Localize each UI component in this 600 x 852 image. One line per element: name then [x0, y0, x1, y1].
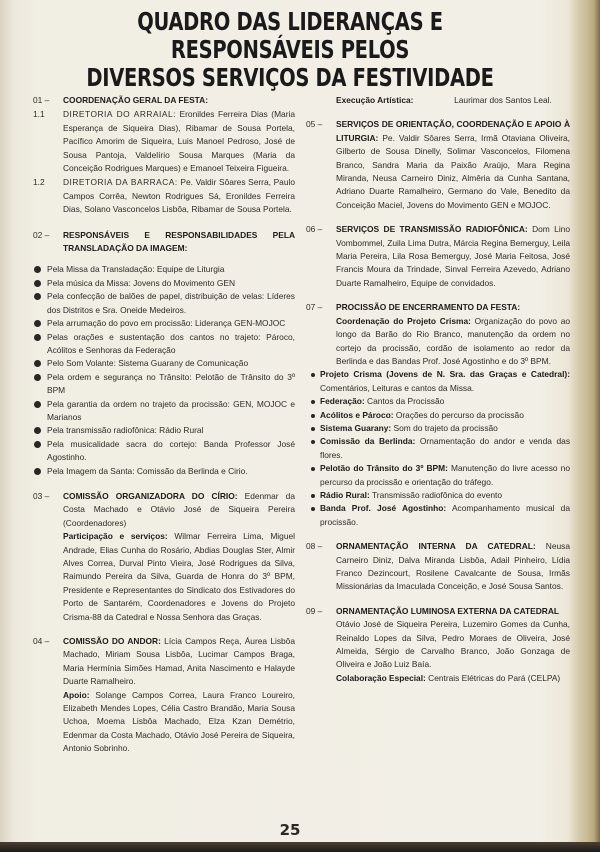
bullet-text: Pela ordem e segurança no Trânsito: Pelotão de Trânsito do 3º BPM — [47, 371, 295, 396]
bullet-item — [33, 371, 295, 398]
page-edge-shadow — [0, 842, 600, 852]
section-heading: COORDENAÇÃO GERAL DA FESTA: — [63, 95, 209, 105]
bullet-icon — [34, 360, 41, 367]
bullet-item — [33, 317, 295, 330]
section-text: Lícia Campos Reça, Áurea Lisbôa Machado, Miriam Sousa Lisbôa, Lucimar Campos Braga, Maria Hermínia Simões Hamad, Anita Nascimento e Halayde Duarte Ramalheiro. — [63, 636, 295, 687]
bullet-icon — [34, 468, 41, 475]
bullet-icon — [311, 440, 315, 444]
section-text: Edenmar da Costa Machado e Otávio José de Siqueira Pereira (Coordenadores) — [63, 490, 295, 528]
bullet-item — [310, 462, 570, 489]
bullet-text: Manutenção do livre acesso no percurso da procissão e orientação do tráfego. — [320, 463, 571, 487]
section-02 — [33, 229, 295, 478]
section-heading: ORNAMENTAÇÃO LUMINOSA EXTERNA DA CATEDRAL — [336, 605, 560, 616]
section-text: Laurimar dos Santos Leal. — [454, 95, 552, 105]
section-text: Neusa Carneiro Diniz, Dalva Miranda Lisbôa, Adail Pinheiro, Lídia Franco Dezincourt, Rosilene Cavalcante de Sousa, Irmãs Missionárias da Imaculada Conceição, e José Sousa Santos. — [336, 541, 570, 592]
section-number: 05 – — [306, 119, 323, 130]
bullet-item — [33, 398, 295, 425]
bullet-item — [33, 290, 295, 317]
subsection-text: Pe. Valdir Sôares Serra, Paulo Campos Corrêa, Newton Rodrigues Sá, Eronildes Ferreira Dias, Solano Vasconcelos Lisbôa, Ribamar de Sousa Portela. — [63, 177, 296, 215]
subsection-heading: DIRETORIA DO ARRAIAL: — [63, 109, 176, 120]
bullet-text: Som do trajeto da procissão — [393, 422, 498, 433]
section-06 — [306, 223, 570, 290]
subsection-heading: DIRETORIA DA BARRACA: — [63, 177, 178, 188]
inline-label: Apoio: — [63, 689, 90, 700]
section-number: 08 – — [306, 541, 323, 552]
bullet-list — [310, 368, 570, 529]
bullet-icon — [311, 373, 315, 377]
bullet-text: Pelas orações e sustentação dos cantos no trajeto: Pároco, Acólitos e Senhoras da Federação — [47, 331, 295, 355]
section-text: Organização do povo ao longo da Barão do Rio Branco, manutenção da ordem no cortejo da procissão, cordão de isolamento ao redor da Berlinda e das Bandas Prof. José Agostinho e do 3º BPM. — [336, 315, 571, 366]
subsection-text: Eronildes Ferreira Dias (Maria Esperança de Siqueira Dias), Ribamar de Sousa Portela, Pacífico Amorim de Siqueira, Luis Manoel Pedroso, José de Sousa Pantoja, Valdelírio Sousa Marques (Maria da Conceição Rodrigues Marques) e Emanoel Teixeira Figueira. — [63, 109, 296, 174]
section-number: 09 – — [306, 605, 323, 616]
section-heading: ORNAMENTAÇÃO INTERNA DA CATEDRAL: — [336, 541, 536, 552]
right-column — [306, 94, 570, 693]
bullet-text: Pelo Som Volante: Sistema Guarany de Comunicação — [47, 358, 249, 369]
bullet-list — [33, 263, 295, 478]
section-text: Dom Lino Vombommel, Zuila Lima Dutra, Márcia Regina Bemerguy, Leila Maria Pereira, Lila Rosa Bemerguy, José Maria Feitosa, José Francis Moura da Trindade, Sinval Ferreira Azevedo, Adriano Duarte Ramalheiro, Equipe de convidados. — [336, 224, 570, 288]
section-text: Otávio José de Siqueira Pereira, Luzemiro Gomes da Cunha, Reinaldo Lopes da Silva, Pedro Moraes de Oliveira, José Almeida, Sérgio de Carvalho Branco, João Gonzaga de Oliveira e João Luiz Baía. — [336, 619, 570, 670]
bullet-icon — [34, 441, 41, 448]
bullet-item — [310, 409, 570, 422]
section-text: Pe. Valdir Sôares Serra, Irmã Otaviana Oliveira, Gilberto de Sousa Dinelly, Solimar Vasconcelos, Filomena Branco, Sandra Maria da Paixão Araújo, Mara Regina Miranda, Neusa Carneiro Diniz, Almêria da Cunha Santana, Adriano Duarte Ramalheiro, Germano do Vale, Benedito da Conceição Maciel, Jovens do Movimento GEN e MOJOC. — [336, 132, 570, 210]
bullet-item — [33, 424, 295, 437]
bullet-text: Transmissão radiofônica do evento — [371, 489, 503, 500]
bullet-text: Pela Missa da Transladação: Equipe de Liturgia — [47, 264, 225, 275]
bullet-item — [33, 263, 295, 276]
section-08 — [306, 540, 570, 594]
bullet-icon — [34, 280, 41, 287]
bullet-text: Pela música da Missa: Jovens do Movimento GEN — [47, 277, 236, 288]
bullet-label: Rádio Rural: — [320, 489, 370, 500]
left-column — [33, 94, 295, 764]
section-05 — [306, 118, 570, 212]
section-text: Wilmar Ferreira Lima, Miguel Andrade, Elias Cunha do Rosário, Abdias Douglas Ster, Almir Alves Correa, Durval Pinto Vieira, José Rodrigues da Silva, Raimundo Pereira da Silva, Guarda de Honra do 3º BPM, Presidente e Representantes do Sindicato dos Estivadores do Porto de Santarém, Coordenadores e Jovens do Projeto Crisma-88 da Catedral e Nossa Senhora das Graças. — [63, 531, 296, 622]
inline-label: Participação e serviços: — [63, 531, 168, 542]
section-04-continued — [306, 94, 570, 107]
section-heading: SERVIÇOS DE ORIENTAÇÃO, COORDENAÇÃO E APOIO À LITURGIA: — [336, 119, 570, 143]
bullet-text: Pela arrumação do povo em procissão: Liderança GEN-MOJOC — [47, 318, 286, 329]
bullet-icon — [311, 507, 315, 511]
bullet-icon — [34, 427, 41, 434]
bullet-item — [33, 465, 295, 478]
bullet-item — [33, 357, 295, 370]
bullet-icon — [311, 414, 315, 418]
bullet-icon — [311, 494, 315, 498]
bullet-text: Orações do percurso da procissão — [395, 409, 524, 420]
bullet-text: Pela Imagem da Santa: Comissão da Berlinda e Cirio. — [47, 465, 248, 476]
bullet-text: Comentários, Leituras e cantos da Missa. — [320, 382, 475, 393]
bullet-text: Pela garantia da ordem no trajeto da procissão: GEN, MOJOC e Marianos — [47, 398, 295, 422]
bullet-label: Projeto Crisma (Jovens de N. Sra. das Graças e Catedral): — [320, 369, 570, 380]
section-heading: COMISSÃO ORGANIZADORA DO CÍRIO: — [63, 490, 238, 501]
bullet-item — [310, 489, 570, 502]
section-number: 02 – — [33, 229, 50, 240]
section-number: 01 – — [33, 95, 50, 105]
bullet-icon — [34, 374, 41, 381]
bullet-icon — [34, 334, 41, 341]
bullet-icon — [311, 400, 315, 404]
section-text: Centrais Elétricas do Pará (CELPA) — [428, 672, 561, 683]
bullet-text: Pela transmissão radiofônica: Rádio Rural — [47, 425, 204, 436]
bullet-label: Sistema Guarany: — [320, 422, 392, 433]
inline-label: Coordenação do Projeto Crisma: — [336, 315, 471, 326]
section-heading: PROCISSÃO DE ENCERRAMENTO DA FESTA: — [336, 302, 521, 313]
bullet-icon — [34, 401, 41, 408]
subsection-number: 1.1 — [33, 109, 45, 120]
bullet-item — [310, 368, 570, 395]
bullet-item — [33, 277, 295, 290]
section-number: 06 – — [306, 224, 323, 235]
inline-label: Colaboração Especial: — [336, 672, 426, 683]
bullet-text: Ornamentação do andor e venda das flores. — [320, 436, 571, 460]
bullet-icon — [34, 320, 41, 327]
bullet-icon — [34, 266, 41, 273]
section-09 — [306, 605, 570, 685]
bullet-item — [33, 438, 295, 465]
subsection-1-1 — [33, 108, 295, 175]
title-line-1: QUADRO DAS LIDERANÇAS E RESPONSÁVEIS PELOS — [137, 7, 443, 64]
bullet-label: Comissão da Berlinda: — [320, 436, 416, 447]
section-04 — [33, 635, 295, 756]
section-text: Solange Campos Correa, Laura Franco Loureiro, Elizabeth Mendes Lopes, Célia Castro Brandão, Maria Sousa Uchoa, Moema Lisbôa Machado, Elza Kzan Demétrio, Edenmar da Costa Machado, Otávio José Pereira de Siqueira, Antonio Sobrinho. — [63, 689, 296, 754]
bullet-item — [310, 435, 570, 462]
bullet-text: Cantos da Procissão — [367, 396, 445, 407]
title-line-2: DIVERSOS SERVIÇOS DA FESTIVIDADE — [86, 63, 494, 92]
bullet-text: Acompanhamento musical da procissão. — [320, 503, 570, 527]
bullet-label: Acólitos e Pároco: — [320, 409, 394, 420]
page-number: 25 — [279, 821, 301, 839]
bullet-label: Banda Prof. José Agostinho: — [320, 503, 447, 514]
section-07 — [306, 301, 570, 529]
section-heading: COMISSÃO DO ANDOR: — [63, 636, 161, 647]
bullet-text: Pela confecção de balões de papel, distribuição de velas: Líderes dos Distritos e Sra. Oneide Medeiros. — [47, 291, 295, 315]
bullet-item — [310, 395, 570, 408]
bullet-label: Pelotão do Trânsito do 3º BPM: — [320, 463, 448, 474]
section-number: 04 – — [33, 636, 50, 647]
bullet-label: Federação: — [320, 396, 365, 407]
bullet-icon — [311, 467, 315, 471]
page-title — [64, 8, 516, 92]
section-heading: RESPONSÁVEIS E RESPONSABILIDADES PELA TRANSLADAÇÃO DA IMAGEM: — [63, 229, 295, 254]
bullet-text: Pela musicalidade sacra do cortejo: Banda Professor José Agostinho. — [47, 438, 295, 463]
section-01 — [33, 94, 295, 107]
bullet-item — [310, 422, 570, 435]
section-heading: SERVIÇOS DE TRANSMISSÃO RADIOFÔNICA: — [336, 224, 528, 235]
bullet-icon — [34, 293, 41, 300]
section-03 — [33, 490, 295, 624]
bullet-item — [33, 331, 295, 358]
section-number: 03 – — [33, 490, 50, 501]
section-number: 07 – — [306, 302, 323, 313]
inline-label: Execução Artística: — [336, 95, 414, 105]
subsection-number: 1.2 — [33, 177, 45, 188]
bullet-item — [310, 502, 570, 529]
subsection-1-2 — [33, 176, 295, 216]
bullet-icon — [311, 427, 315, 431]
